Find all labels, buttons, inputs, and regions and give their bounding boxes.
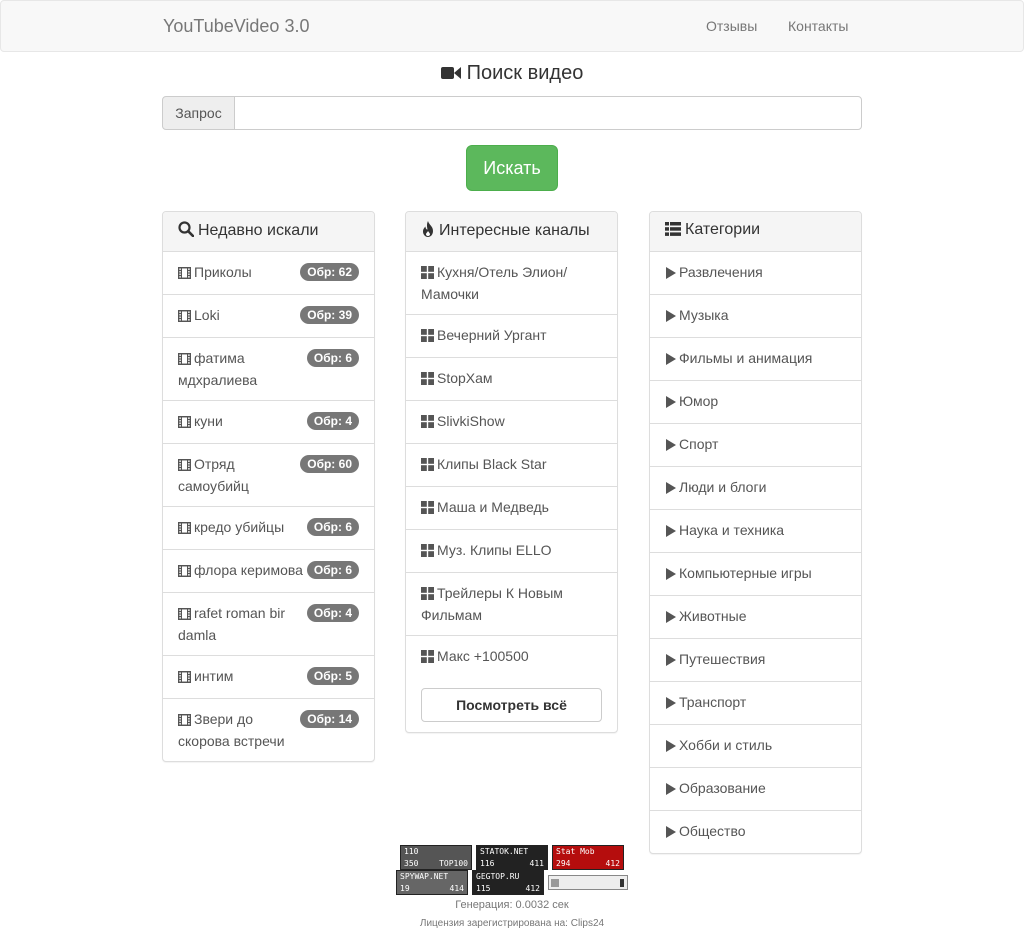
- counter-value: 115: [476, 884, 491, 893]
- recent-search-label: Loki: [194, 307, 220, 323]
- film-icon: [178, 307, 191, 327]
- recent-search-label: Звери до скорова встречи: [178, 711, 285, 749]
- category-item[interactable]: [650, 596, 861, 639]
- play-icon: [665, 350, 676, 370]
- categories-heading: [650, 212, 861, 252]
- counter-banner-statok[interactable]: [476, 845, 548, 870]
- category-item[interactable]: [650, 467, 861, 510]
- play-icon: [665, 823, 676, 843]
- count-badge: Обр: 4: [307, 412, 359, 430]
- category-label: Юмор: [679, 393, 719, 409]
- counter-value: 350: [404, 859, 419, 868]
- grid-icon: [421, 648, 434, 668]
- counter-value: 116: [480, 859, 495, 868]
- counter-value: 411: [529, 859, 544, 868]
- counter-top-text: GEGTOP.RU: [476, 872, 520, 881]
- category-item[interactable]: [650, 639, 861, 682]
- recent-search-item[interactable]: [163, 550, 374, 593]
- play-icon: [665, 737, 676, 757]
- fire-icon: [421, 221, 435, 242]
- channel-item[interactable]: [406, 530, 617, 573]
- count-badge: Обр: 14: [300, 710, 359, 728]
- play-icon: [665, 522, 676, 542]
- counter-value: 294: [556, 859, 571, 868]
- grid-icon: [421, 456, 434, 476]
- counter-person-icon: [620, 879, 624, 887]
- channel-label: StopХам: [437, 370, 493, 386]
- nav-link-contacts[interactable]: Контакты: [788, 18, 849, 34]
- category-item[interactable]: [650, 424, 861, 467]
- channel-item[interactable]: [406, 487, 617, 530]
- channel-item[interactable]: [406, 358, 617, 401]
- counter-top-text: STATOK.NET: [480, 847, 529, 856]
- film-icon: [178, 605, 191, 625]
- counter-value: 412: [525, 884, 540, 893]
- recent-search-item[interactable]: [163, 252, 374, 295]
- recent-searches-panel: [162, 211, 375, 762]
- play-icon: [665, 436, 676, 456]
- counter-banner-statmob[interactable]: [552, 845, 624, 870]
- generation-time: Генерация: 0.0032 сек: [455, 899, 569, 911]
- video-camera-icon: [441, 63, 461, 86]
- play-icon: [665, 780, 676, 800]
- play-icon: [665, 307, 676, 327]
- category-item[interactable]: [650, 811, 861, 853]
- recent-searches-list: [163, 252, 374, 761]
- recent-searches-heading: [163, 212, 374, 252]
- category-label: Хобби и стиль: [679, 737, 773, 753]
- count-badge: Обр: 6: [307, 349, 359, 367]
- search-button[interactable]: Искать: [466, 145, 558, 191]
- recent-search-label: куни: [194, 413, 223, 429]
- count-badge: Обр: 39: [300, 306, 359, 324]
- play-icon: [665, 651, 676, 671]
- channel-label: Муз. Клипы ELLO: [437, 542, 552, 558]
- channel-label: Вечерний Ургант: [437, 327, 547, 343]
- recent-search-item[interactable]: [163, 401, 374, 444]
- grid-icon: [421, 370, 434, 390]
- navbar: [0, 0, 1024, 52]
- channels-heading: [406, 212, 617, 252]
- recent-search-item[interactable]: [163, 295, 374, 338]
- play-icon: [665, 264, 676, 284]
- recent-search-label: Приколы: [194, 264, 252, 280]
- recent-search-label: Отряд самоубийц: [178, 456, 249, 494]
- channel-label: Маша и Медведь: [437, 499, 549, 515]
- search-icon: [178, 221, 194, 242]
- recent-search-label: флора керимова: [194, 562, 303, 578]
- category-label: Развлечения: [679, 264, 763, 280]
- category-item[interactable]: [650, 768, 861, 811]
- play-icon: [665, 479, 676, 499]
- grid-icon: [421, 264, 434, 284]
- category-label: Спорт: [679, 436, 719, 452]
- count-badge: Обр: 4: [307, 604, 359, 622]
- film-icon: [178, 456, 191, 476]
- nav-link-reviews[interactable]: Отзывы: [706, 18, 758, 34]
- brand-link[interactable]: YouTubeVideo 3.0: [163, 16, 310, 36]
- film-icon: [178, 264, 191, 284]
- category-item[interactable]: [650, 338, 861, 381]
- category-item[interactable]: [650, 381, 861, 424]
- recent-search-label: кредо убийцы: [194, 519, 285, 535]
- play-icon: [665, 393, 676, 413]
- counter-value: 414: [449, 884, 464, 893]
- channel-item[interactable]: [406, 252, 617, 315]
- search-title-text: Поиск видео: [466, 62, 584, 84]
- counter-value: 412: [605, 859, 620, 868]
- recent-search-item[interactable]: [163, 444, 374, 507]
- counter-value: 19: [400, 884, 410, 893]
- category-item[interactable]: [650, 725, 861, 768]
- counter-marker-icon: [551, 879, 559, 887]
- recent-search-item[interactable]: [163, 507, 374, 550]
- film-icon: [178, 668, 191, 688]
- channel-label: Трейлеры К Новым Фильмам: [421, 585, 563, 623]
- channel-item[interactable]: [406, 636, 617, 678]
- grid-icon: [421, 413, 434, 433]
- channel-item[interactable]: [406, 315, 617, 358]
- recent-search-item[interactable]: [163, 656, 374, 699]
- channels-panel: [405, 211, 618, 733]
- channels-list: [406, 252, 617, 678]
- grid-icon: [421, 499, 434, 519]
- counter-banner-bar[interactable]: [548, 875, 628, 890]
- category-label: Музыка: [679, 307, 729, 323]
- play-icon: [665, 565, 676, 585]
- category-label: Общество: [679, 823, 746, 839]
- page-title: [0, 62, 1024, 88]
- channel-item[interactable]: [406, 401, 617, 444]
- recent-search-label: фатима мдхралиева: [178, 350, 258, 388]
- count-badge: Обр: 6: [307, 518, 359, 536]
- recent-search-label: интим: [194, 668, 234, 684]
- recent-searches-title: Недавно искали: [198, 222, 319, 239]
- counter-banner-spywap[interactable]: [396, 870, 468, 895]
- counter-top-text: 110: [404, 847, 419, 856]
- count-badge: Обр: 60: [300, 455, 359, 473]
- channel-item[interactable]: [406, 444, 617, 487]
- channel-label: Клипы Black Star: [437, 456, 547, 472]
- count-badge: Обр: 6: [307, 561, 359, 579]
- channels-title: Интересные каналы: [439, 222, 590, 239]
- query-addon-label: Запрос: [162, 96, 235, 130]
- play-icon: [665, 608, 676, 628]
- counter-top-text: Stat Mob: [556, 847, 595, 856]
- count-badge: Обр: 5: [307, 667, 359, 685]
- channel-label: Макс +100500: [437, 648, 529, 664]
- counter-banner-gegtop[interactable]: [472, 870, 544, 895]
- recent-search-item[interactable]: [163, 338, 374, 401]
- film-icon: [178, 350, 191, 370]
- category-label: Компьютерные игры: [679, 565, 812, 581]
- counter-banner-top100[interactable]: [400, 845, 472, 870]
- list-icon: [665, 222, 681, 241]
- counter-value: TOP100: [439, 859, 468, 868]
- category-item[interactable]: [650, 252, 861, 295]
- count-badge: Обр: 62: [300, 263, 359, 281]
- view-all-button[interactable]: Посмотреть всё: [421, 688, 602, 722]
- play-icon: [665, 694, 676, 714]
- view-all-wrap: [406, 678, 617, 732]
- film-icon: [178, 562, 191, 582]
- category-label: Животные: [679, 608, 747, 624]
- channel-label: Кухня/Отель Элион/Мамочки: [421, 264, 568, 302]
- recent-search-item[interactable]: [163, 593, 374, 656]
- recent-search-label: rafet roman bir damla: [178, 605, 286, 643]
- channel-label: SlivkiShow: [437, 413, 505, 429]
- recent-search-item[interactable]: [163, 699, 374, 761]
- category-label: Наука и техника: [679, 522, 785, 538]
- category-label: Образование: [679, 780, 766, 796]
- grid-icon: [421, 542, 434, 562]
- search-input[interactable]: [234, 96, 862, 130]
- category-label: Транспорт: [679, 694, 747, 710]
- category-label: Люди и блоги: [679, 479, 767, 495]
- category-item[interactable]: [650, 510, 861, 553]
- film-icon: [178, 519, 191, 539]
- query-group: [162, 96, 862, 130]
- channel-item[interactable]: [406, 573, 617, 636]
- license-text: Лицензия зарегистрирована на: Clips24: [419, 918, 605, 929]
- categories-title: Категории: [685, 221, 761, 238]
- grid-icon: [421, 327, 434, 347]
- counter-top-text: SPYWAP.NET: [400, 872, 449, 881]
- film-icon: [178, 711, 191, 731]
- film-icon: [178, 413, 191, 433]
- categories-list: [650, 252, 861, 853]
- category-item[interactable]: [650, 553, 861, 596]
- grid-icon: [421, 585, 434, 605]
- category-label: Фильмы и анимация: [679, 350, 813, 366]
- categories-panel: [649, 211, 862, 854]
- category-item[interactable]: [650, 295, 861, 338]
- category-label: Путешествия: [679, 651, 766, 667]
- category-item[interactable]: [650, 682, 861, 725]
